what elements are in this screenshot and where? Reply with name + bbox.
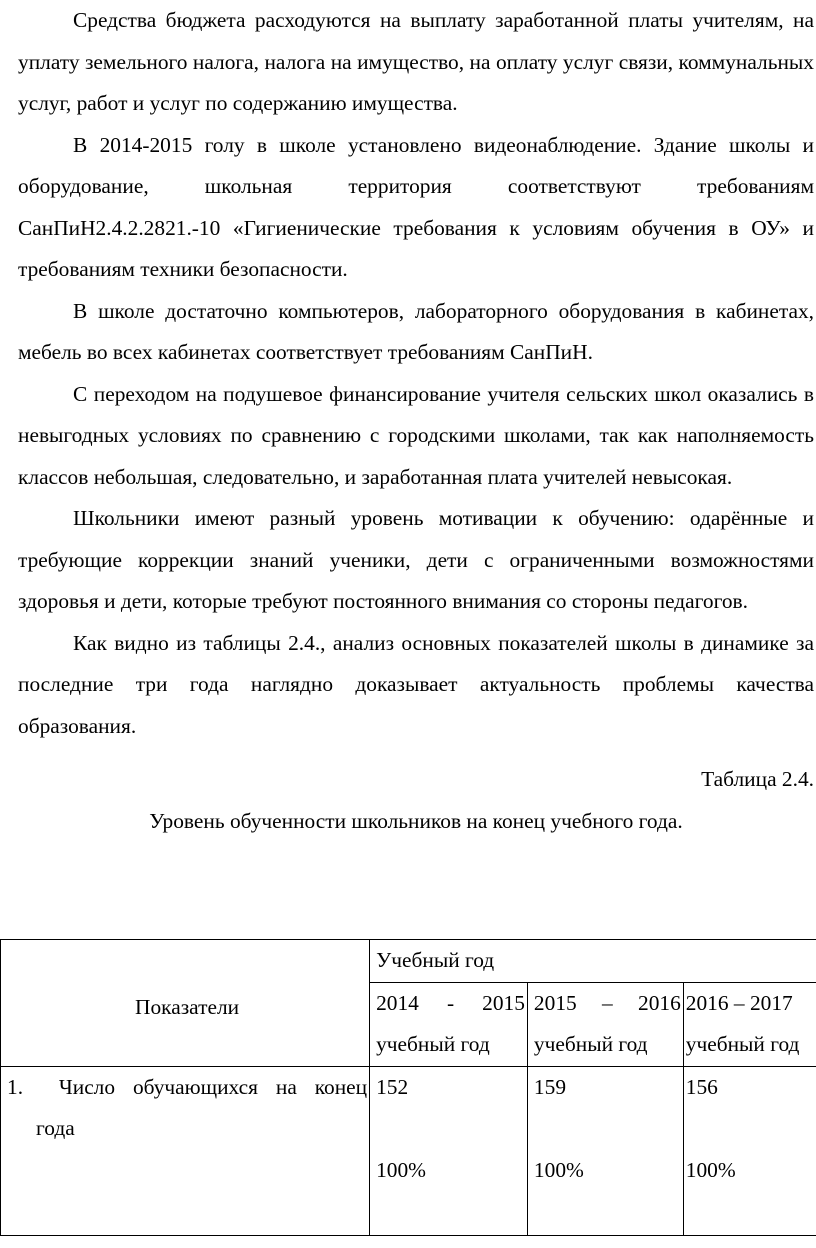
header-year-2-suffix: учебный год xyxy=(533,1032,648,1056)
row-number: 1. xyxy=(7,1074,24,1099)
paragraph-budget: Средства бюджета расходуются на выплату заработанной платы учителям, на уплату земельного налога, налога на имущество, на оплату услуг связи, коммунальных услуг, работ и услуг по содержанию имущества. xyxy=(18,8,814,115)
paragraph-equipment: В школе достаточно компьютеров, лабораторного оборудования в кабинетах, мебель во всех кабинетах соответствует требованиям СанПиН. xyxy=(18,298,814,364)
row-label-line-1 xyxy=(7,1067,367,1109)
header-year-3-suffix: учебный год xyxy=(685,1032,800,1056)
paragraph-table-reference: Как видно из таблицы 2.4., анализ основных показателей школы в динамике за последние три года наглядно доказывает актуальность проблемы качества образования. xyxy=(18,630,814,738)
paragraph-motivation: Школьники имеют разный уровень мотивации к обучению: одарённые и требующие коррекции знаний ученики, дети с ограниченными возможностями здоровья и дети, которые требуют постоянного внимания со стороны педагогов. xyxy=(18,506,814,613)
paragraph-financing: С переходом на подушевое финансирование учителя сельских школ оказались в невыгодных условиях по сравнению с городскими школами, так как наполняемость классов небольшая, следовательно, и заработанная плата учителей невысокая. xyxy=(18,381,814,489)
header-year-3 xyxy=(683,982,816,1066)
header-year-2 xyxy=(527,982,683,1066)
row-value-2014-2015 xyxy=(370,1066,528,1235)
table-title: Уровень обученности школьников на конец учебного года. xyxy=(149,808,683,833)
education-level-table xyxy=(0,939,816,1236)
table-row xyxy=(1,1066,816,1235)
header-group-cell xyxy=(370,940,816,983)
header-year-2-range: 2015 – 2016 xyxy=(533,990,681,1015)
table-caption: Таблица 2.4. xyxy=(701,767,814,791)
percent-2015-2016: 100% xyxy=(533,1157,584,1182)
header-year-1-suffix: учебный год xyxy=(376,1032,490,1056)
header-group-label: Учебный год xyxy=(376,948,495,972)
count-2015-2016: 159 xyxy=(533,1074,567,1099)
header-year-3-range: 2016 – 2017 xyxy=(685,990,793,1015)
header-year-1-range: 2014 - 2015 xyxy=(376,990,525,1015)
paragraph-video-surveillance: В 2014-2015 голу в школе установлено видеонаблюдение. Здание школы и оборудование, школьная территория соответствуют требованиям СанПиН2.4.2.2821.-10 «Гигиенические требования к условиям обучения в ОУ» и требованиям техники безопасности. xyxy=(18,132,814,281)
count-2016-2017: 156 xyxy=(685,1074,718,1099)
row-label-text: Число обучающихся на конец xyxy=(58,1074,368,1099)
row-value-2015-2016 xyxy=(527,1066,683,1235)
row-value-2016-2017 xyxy=(683,1066,816,1235)
row-label-line-2: года xyxy=(36,1116,75,1140)
header-indicator-cell xyxy=(1,940,370,1067)
header-year-1 xyxy=(370,982,528,1066)
document-page xyxy=(18,0,814,842)
percent-2016-2017: 100% xyxy=(685,1157,736,1182)
count-2014-2015: 152 xyxy=(376,1074,409,1099)
table-header-row-1 xyxy=(1,940,816,983)
row-label-cell xyxy=(1,1066,370,1235)
header-indicator: Показатели xyxy=(135,995,240,1019)
percent-2014-2015: 100% xyxy=(376,1157,426,1182)
